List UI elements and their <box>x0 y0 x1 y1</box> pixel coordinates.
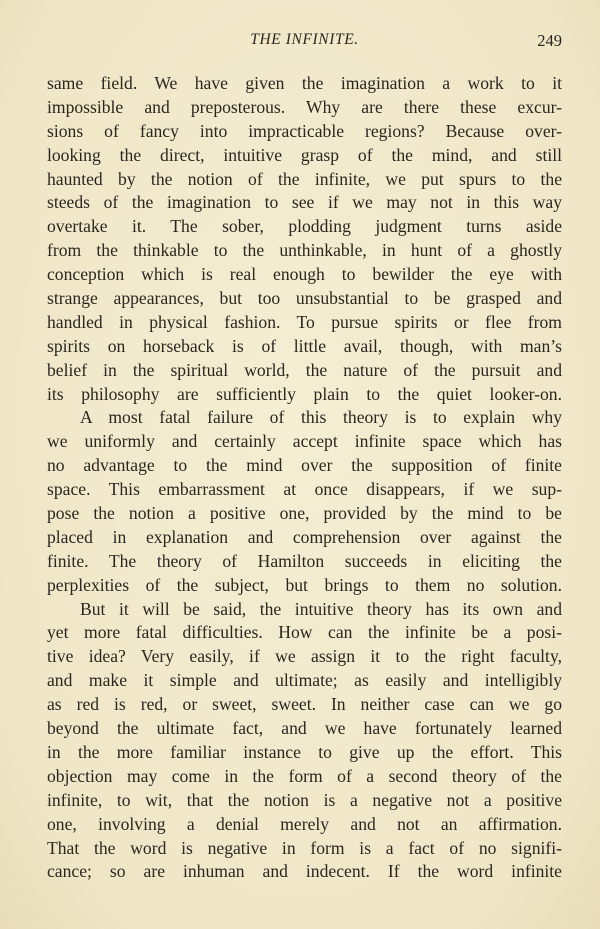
text-line: perplexities of the subject, but brings to them no solution. <box>47 574 562 595</box>
text-line: spirits on horseback is of little avail, though, with man’s <box>47 335 562 356</box>
text-line: from the thinkable to the unthinkable, in hunt of a ghostly <box>47 240 562 261</box>
text-line: strange appearances, but too unsubstantial to be grasped and <box>47 288 562 309</box>
running-head-title: THE INFINITE. <box>250 31 359 48</box>
text-line: tive idea? Very easily, if we assign it to the right faculty, <box>47 646 562 667</box>
text-line: same field. We have given the imagination a work to it <box>47 73 562 93</box>
running-head <box>47 31 562 53</box>
text-line: infinite, to wit, that the notion is a negative not a positive <box>47 789 562 810</box>
text-line: and make it simple and ultimate; as easily and intelligibly <box>47 670 562 691</box>
text-line: in the more familiar instance to give up the effort. This <box>47 741 562 762</box>
text-line: yet more fatal difficulties. How can the infinite be a posi- <box>47 622 562 643</box>
text-line: impossible and preposterous. Why are there these excur- <box>47 96 562 117</box>
text-line: sions of fancy into impracticable regions? Because over- <box>47 120 562 141</box>
text-line: beyond the ultimate fact, and we have fortunately learned <box>47 718 562 739</box>
text-line: as red is red, or sweet, sweet. In neither case can we go <box>47 694 562 715</box>
text-line: space. This embarrassment at once disappears, if we sup- <box>47 479 562 500</box>
text-line: objection may come in the form of a second theory of the <box>47 765 562 786</box>
text-line: That the word is negative in form is a fact of no signifi- <box>47 837 562 858</box>
text-line: pose the notion a positive one, provided by the mind to be <box>47 503 562 524</box>
text-line: its philosophy are sufficiently plain to the quiet looker-on. <box>47 383 562 404</box>
text-line: one, involving a denial merely and not an affirmation. <box>47 813 562 834</box>
body-text <box>47 72 562 884</box>
text-line: no advantage to the mind over the supposition of finite <box>47 455 562 476</box>
text-line: handled in physical fashion. To pursue spirits or flee from <box>47 311 562 332</box>
text-line: we uniformly and certainly accept infinite space which has <box>47 431 562 452</box>
text-line: conception which is real enough to bewilder the eye with <box>47 264 562 285</box>
page-number: 249 <box>537 31 562 50</box>
text-line: looking the direct, intuitive grasp of the mind, and still <box>47 144 562 165</box>
text-line: placed in explanation and comprehension over against the <box>47 526 562 547</box>
text-line: haunted by the notion of the infinite, we put spurs to the <box>47 168 562 189</box>
text-line: A most fatal failure of this theory is to explain why <box>80 407 562 428</box>
text-line: cance; so are inhuman and indecent. If the word infinite <box>47 861 562 882</box>
text-line: overtake it. The sober, plodding judgment turns aside <box>47 216 562 237</box>
text-line: But it will be said, the intuitive theory has its own and <box>80 598 562 619</box>
text-line: finite. The theory of Hamilton succeeds in eliciting the <box>47 550 562 571</box>
text-line: steeds of the imagination to see if we may not in this way <box>47 192 562 213</box>
text-line: belief in the spiritual world, the nature of the pursuit and <box>47 359 562 380</box>
